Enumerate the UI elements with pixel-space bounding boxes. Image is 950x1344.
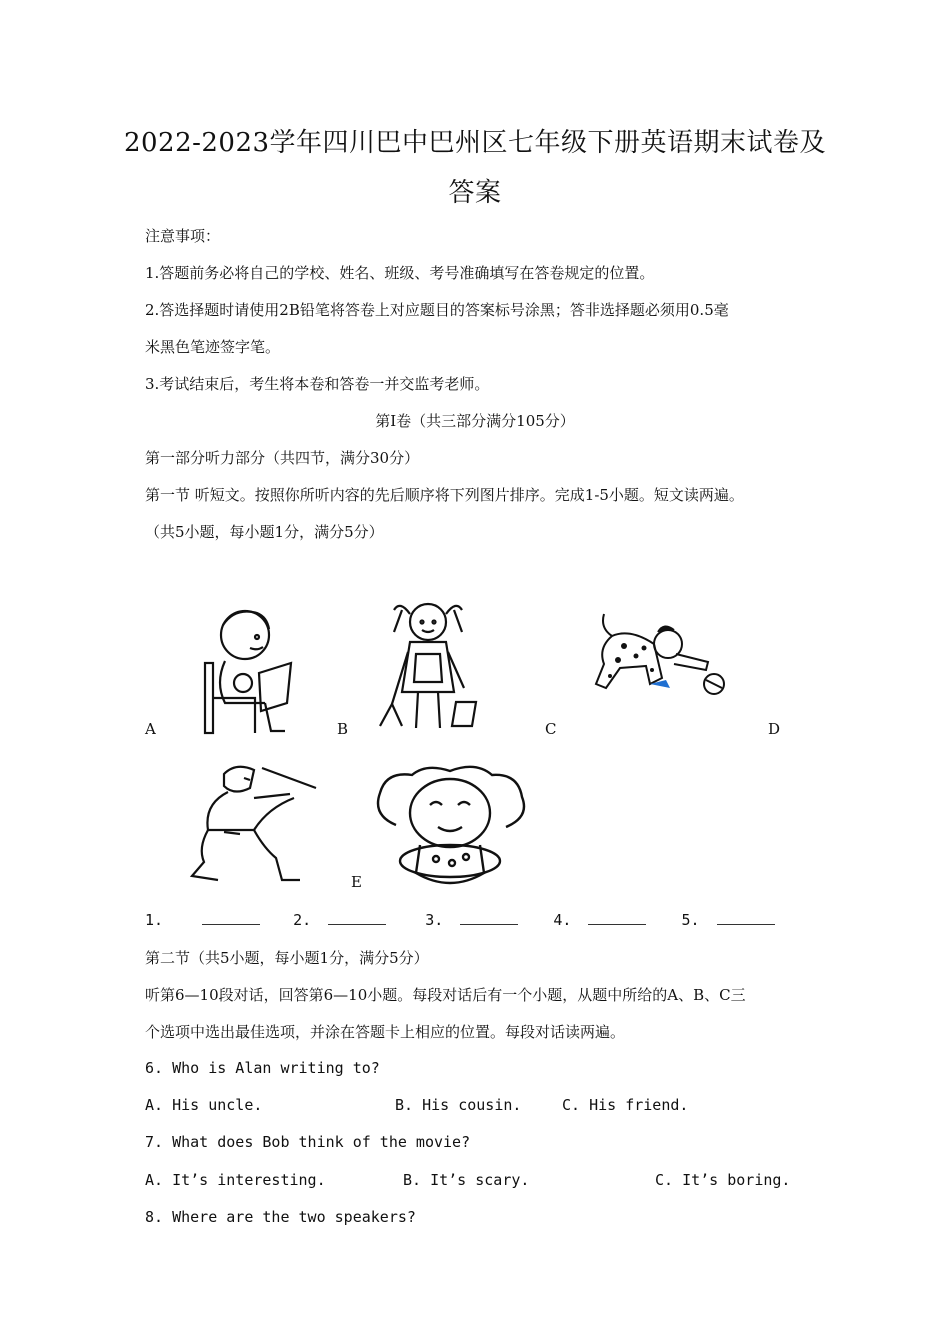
answer-blank-2[interactable] [328, 910, 386, 925]
answer-blank-3[interactable] [460, 910, 518, 925]
notice-item-3: 3.考试结束后，考生将本卷和答卷一并交监考老师。 [145, 375, 490, 393]
notice-item-1: 1.答题前务必将自己的学校、姓名、班级、考号准确填写在答卷规定的位置。 [145, 264, 655, 282]
question-6-option-b[interactable]: B. His cousin. [395, 1096, 522, 1114]
section-1-instructions: 第一节 听短文。按照你所听内容的先后顺序将下列图片排序。完成1-5小题。短文读两遍。 [145, 486, 744, 504]
question-7-option-c[interactable]: C. It’s boring. [655, 1171, 791, 1189]
picture-label-d: D [768, 720, 781, 738]
question-8-stem: 8. Where are the two speakers? [145, 1208, 416, 1226]
notice-heading: 注意事项： [145, 227, 221, 245]
answer-blank-4[interactable] [588, 910, 646, 925]
section-2-instructions-line-2: 个选项中选出最佳选项，并涂在答题卡上相应的位置。每段对话读两遍。 [145, 1023, 626, 1041]
dog-with-ball-picture [590, 608, 730, 700]
baseball-player-picture [184, 758, 334, 886]
part-1-heading: 第一部分听力部分（共四节，满分30分） [145, 449, 420, 467]
girl-sweeping-picture [372, 592, 484, 734]
answer-blank-1[interactable] [202, 910, 260, 925]
picture-label-e: E [351, 873, 362, 891]
question-7-option-a[interactable]: A. It’s interesting. [145, 1171, 326, 1189]
picture-label-c: C [545, 720, 557, 738]
section-1-scoring: （共5小题，每小题1分，满分5分） [145, 523, 384, 541]
page-title: 2022-2023学年四川巴中巴州区七年级下册英语期末试卷及答案 [123, 128, 827, 208]
answer-blank-5[interactable] [717, 910, 775, 925]
picture-label-b: B [337, 720, 349, 738]
blank-number-4: 4. [553, 911, 572, 929]
picture-label-a: A [145, 720, 156, 738]
blank-number-2: 2. [293, 911, 312, 929]
question-7-stem: 7. What does Bob think of the movie? [145, 1133, 471, 1151]
blank-number-1: 1. [145, 911, 164, 929]
boy-reading-picture [195, 603, 305, 735]
notice-item-2-line-1: 2.答选择题时请使用2B铅笔将答卷上对应题目的答案标号涂黑；答非选择题必须用0.5毫 [145, 301, 729, 319]
question-6-option-c[interactable]: C. His friend. [562, 1096, 689, 1114]
question-7-option-b[interactable]: B. It’s scary. [403, 1171, 530, 1189]
volume-heading: 第Ⅰ卷（共三部分满分105分） [375, 412, 575, 430]
question-6-option-a[interactable]: A. His uncle. [145, 1096, 263, 1114]
answer-blanks [145, 910, 775, 929]
question-6-stem: 6. Who is Alan writing to? [145, 1059, 380, 1077]
blank-number-3: 3. [425, 911, 444, 929]
section-2-instructions-line-1: 听第6—10段对话，回答第6—10小题。每段对话后有一个小题，从题中所给的A、B、C三 [145, 986, 746, 1004]
woman-with-dish-picture [366, 765, 534, 893]
blank-number-5: 5. [681, 911, 700, 929]
section-2-heading: 第二节（共5小题，每小题1分，满分5分） [145, 949, 429, 967]
notice-item-2-line-2: 米黑色笔迹签字笔。 [145, 338, 281, 356]
